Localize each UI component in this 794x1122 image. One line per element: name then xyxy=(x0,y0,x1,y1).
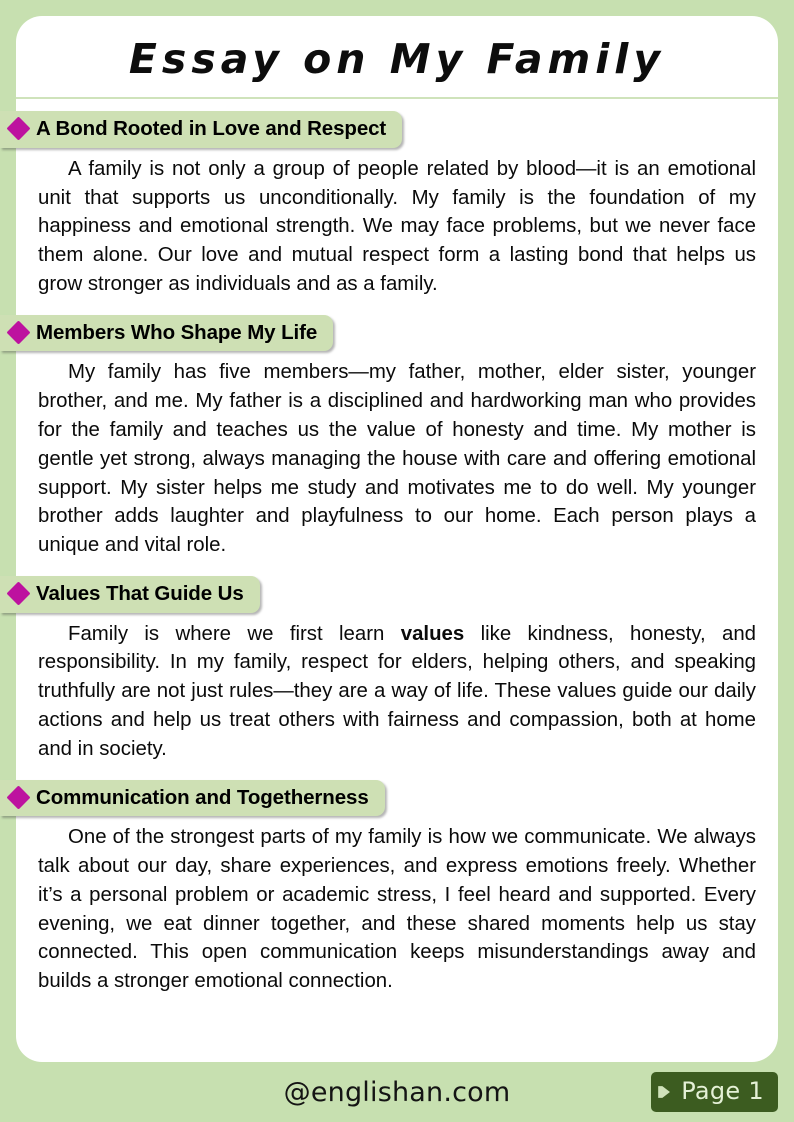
section-heading-label-4: Communication and Togetherness xyxy=(36,785,369,809)
paragraph-text-pre-1: A family is not only a group of people related by blood—it is an emotional unit that supports us unconditionally. My family is the foundation of my happiness and emotional strength. We may face problems, but we never face them alone. Our love and mutual respect form a lasting bond that helps us grow stronger as individuals and as a family. xyxy=(38,157,756,295)
section-heading-badge-2 xyxy=(0,315,333,352)
section-3 xyxy=(16,564,778,768)
paragraph-text-post-3: like kindness, honesty, and responsibility. In my family, respect for elders, helping others, and speaking truthfully are not just rules—they are a way of life. These values guide our daily actions and help us treat others with fairness and compassion, both at home and in society. xyxy=(38,622,756,760)
diamond-bullet-icon xyxy=(6,321,30,345)
paragraph-text-pre-2: My family has five members—my father, mother, elder sister, younger brother, and me. My father is a disciplined and hardworking man who provides for the family and teaches us the value of honesty and time. My mother is gentle yet strong, always managing the house with care and offering emotional support. My sister helps me study and motivates me to do well. My younger brother adds laughter and playfulness to our home. Each person plays a unique and vital role. xyxy=(38,361,756,557)
section-heading-label-2: Members Who Shape My Life xyxy=(36,320,318,344)
paragraph-text-pre-4: One of the strongest parts of my family is how we communicate. We always talk about our day, share experiences, and express emotions freely. Whether it’s a personal problem or academic stress, I feel heard and supported. Every evening, we eat dinner together, and these shared moments help us stay connected. This open communication keeps misunderstandings away and builds a stronger emotional connection. xyxy=(38,826,756,993)
paragraph-text-bold-3: values xyxy=(400,622,465,645)
diamond-bullet-icon xyxy=(6,785,30,809)
page-title: Essay on My Family xyxy=(128,35,666,83)
page-footer xyxy=(0,1062,794,1122)
section-heading-label-3: Values That Guide Us xyxy=(36,581,244,605)
site-name: @englishan.com xyxy=(283,1076,511,1108)
page-number-label: Page 1 xyxy=(681,1077,764,1105)
arrow-right-icon xyxy=(658,1082,677,1103)
section-heading-badge-4 xyxy=(0,780,385,817)
section-paragraph-2 xyxy=(16,353,778,564)
paragraph-text-pre-3: Family is where we first learn xyxy=(68,622,401,645)
section-2 xyxy=(16,303,778,564)
section-paragraph-4 xyxy=(16,818,778,1000)
diamond-bullet-icon xyxy=(6,117,30,141)
page-number-badge xyxy=(651,1072,778,1112)
section-paragraph-1 xyxy=(16,150,778,303)
section-1 xyxy=(16,99,778,303)
diamond-bullet-icon xyxy=(6,582,30,606)
section-heading-badge-1 xyxy=(0,111,402,148)
content-card xyxy=(16,16,778,1062)
section-heading-label-1: A Bond Rooted in Love and Respect xyxy=(36,117,387,141)
section-paragraph-3 xyxy=(16,615,778,768)
section-4 xyxy=(16,768,778,1000)
section-heading-badge-3 xyxy=(0,576,260,613)
title-block xyxy=(16,16,778,99)
